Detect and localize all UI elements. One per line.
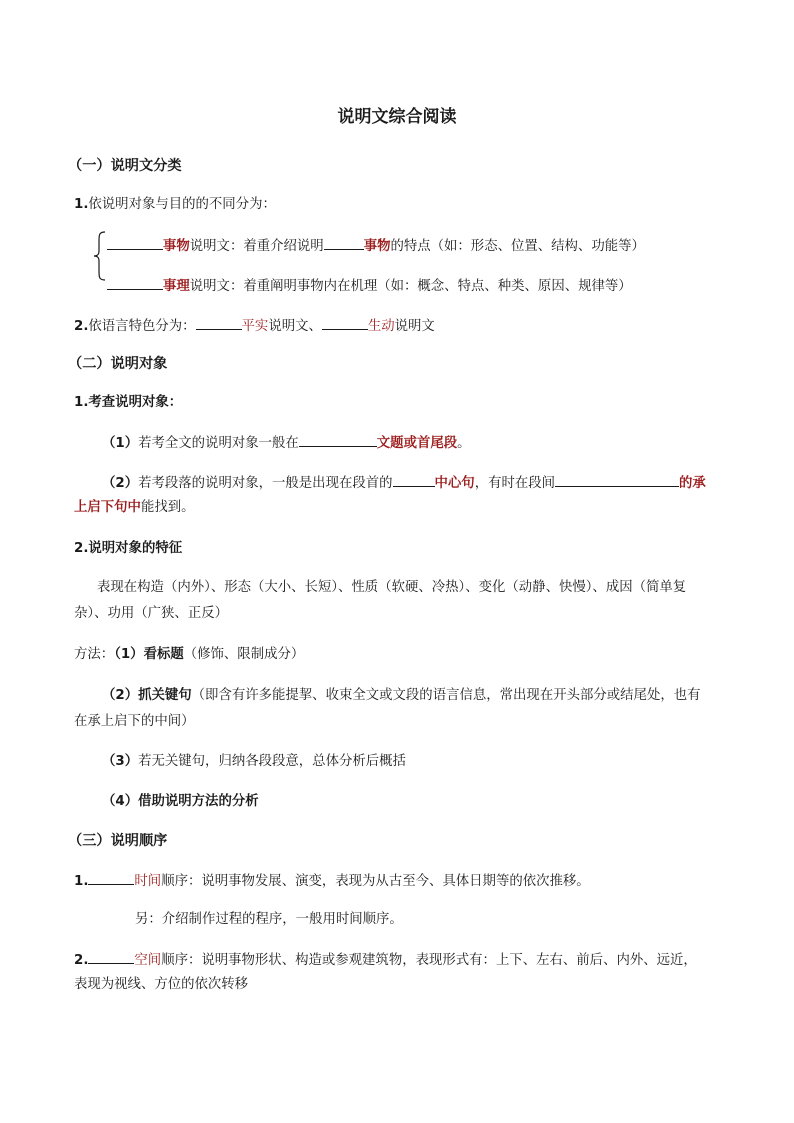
blank-line bbox=[393, 473, 435, 487]
answer-time: 时间 bbox=[134, 874, 162, 889]
object-point-2 bbox=[102, 473, 706, 493]
method-bold: 抓关键句 bbox=[138, 688, 192, 703]
item-text: 依说明对象与目的的不同分为： bbox=[88, 197, 276, 212]
blank-line bbox=[107, 276, 163, 290]
page-title: 说明文综合阅读 bbox=[337, 107, 457, 127]
left-brace-icon bbox=[93, 231, 107, 281]
item-end: 说明文 bbox=[394, 319, 435, 334]
method-text: 若无关键句，归纳各段段意，总体分析后概括 bbox=[138, 754, 406, 769]
answer-central-sentence: 中心句 bbox=[434, 476, 475, 491]
answer-space: 空间 bbox=[134, 953, 162, 968]
point-text: 若考段落的说明对象，一般是出现在段首的 bbox=[138, 476, 393, 491]
classification-thing-label: 说明文：着重介绍说明 bbox=[189, 239, 324, 254]
item-number: 2. bbox=[74, 319, 89, 334]
point-number: （2） bbox=[102, 476, 139, 491]
method-bold: 看标题 bbox=[143, 647, 184, 662]
answer-thing: 事物 bbox=[163, 239, 190, 254]
item-number: 1. bbox=[74, 874, 89, 889]
features-line-2: 杂）、功用（广狭、正反） bbox=[74, 606, 228, 621]
order-note: 另：介绍制作过程的程序，一般用时间顺序。 bbox=[135, 912, 403, 927]
section-heading-object: （二）说明对象 bbox=[68, 356, 168, 372]
classification-principle-rest: 说明文：着重阐明事物内在机理（如：概念、特点、种类、原因、规律等） bbox=[189, 279, 632, 294]
answer-principle: 事理 bbox=[163, 279, 190, 294]
section-heading-order: （三）说明顺序 bbox=[68, 833, 168, 849]
blank-line bbox=[88, 871, 134, 885]
method-rest: （修饰、限制成分） bbox=[183, 647, 305, 662]
point-end: 能找到。 bbox=[140, 500, 195, 515]
order-item-2 bbox=[74, 950, 697, 970]
item-number: 1. bbox=[74, 197, 89, 212]
method-rest: （即含有许多能提挈、收束全文或文段的语言信息，常出现在开头部分或结尾处，也有 bbox=[191, 688, 701, 703]
point-text: 若考全文的说明对象一般在 bbox=[138, 436, 299, 451]
answer-transition-b: 上启下句中 bbox=[74, 500, 141, 515]
object-item-2: 2.说明对象的特征 bbox=[74, 541, 183, 556]
object-point-2-cont bbox=[74, 499, 195, 517]
classification-item-1 bbox=[74, 196, 276, 214]
method-number: （1） bbox=[114, 647, 144, 662]
answer-transition-a: 的承 bbox=[679, 476, 706, 491]
features-line-1: 表现在构造（内外）、形态（大小、长短）、性质（软硬、冷热）、变化（动静、快慢）、成因（简单复 bbox=[97, 580, 687, 595]
method-number: （3） bbox=[102, 754, 139, 769]
point-number: （1） bbox=[102, 436, 139, 451]
method-2-cont: 在承上启下的中间） bbox=[74, 714, 195, 729]
method-4: （4）借助说明方法的分析 bbox=[102, 794, 259, 809]
answer-plain: 平实 bbox=[241, 319, 269, 334]
classification-thing-rest: 的特点（如：形态、位置、结构、功能等） bbox=[390, 239, 645, 254]
order-item-2-cont: 表现为视线、方位的依次转移 bbox=[74, 977, 249, 992]
method-label: 方法： bbox=[74, 647, 115, 662]
blank-line bbox=[322, 316, 368, 330]
section-heading-classification: （一）说明文分类 bbox=[68, 158, 182, 174]
object-point-1 bbox=[102, 433, 471, 453]
blank-line bbox=[555, 473, 679, 487]
item-mid: 说明文、 bbox=[268, 319, 322, 334]
method-3 bbox=[102, 753, 406, 771]
blank-line bbox=[324, 236, 364, 250]
classification-item-2 bbox=[74, 316, 435, 336]
blank-line bbox=[107, 236, 163, 250]
object-item-1: 1.考查说明对象： bbox=[74, 395, 183, 410]
answer-title-ends: 文题或首尾段 bbox=[376, 436, 458, 451]
point-end: 。 bbox=[457, 436, 471, 451]
blank-line bbox=[88, 950, 134, 964]
order-rest: 顺序：说明事物形状、构造或参观建筑物，表现形式有：上下、左右、前后、内外、远近， bbox=[161, 953, 697, 968]
answer-vivid: 生动 bbox=[367, 319, 395, 334]
method-number: （2） bbox=[102, 688, 139, 703]
classification-principle bbox=[107, 276, 632, 296]
item-number: 2. bbox=[74, 953, 89, 968]
item-text: 依语言特色分为： bbox=[88, 319, 196, 334]
answer-thing-2: 事物 bbox=[363, 239, 391, 254]
order-rest: 顺序：说明事物发展、演变，表现为从古至今、具体日期等的依次推移。 bbox=[161, 874, 590, 889]
point-mid: ，有时在段间 bbox=[474, 476, 556, 491]
blank-line bbox=[196, 316, 242, 330]
blank-line bbox=[299, 433, 377, 447]
order-item-1 bbox=[74, 871, 590, 891]
classification-thing bbox=[107, 236, 645, 256]
method-1 bbox=[74, 646, 304, 664]
method-2 bbox=[102, 687, 701, 705]
